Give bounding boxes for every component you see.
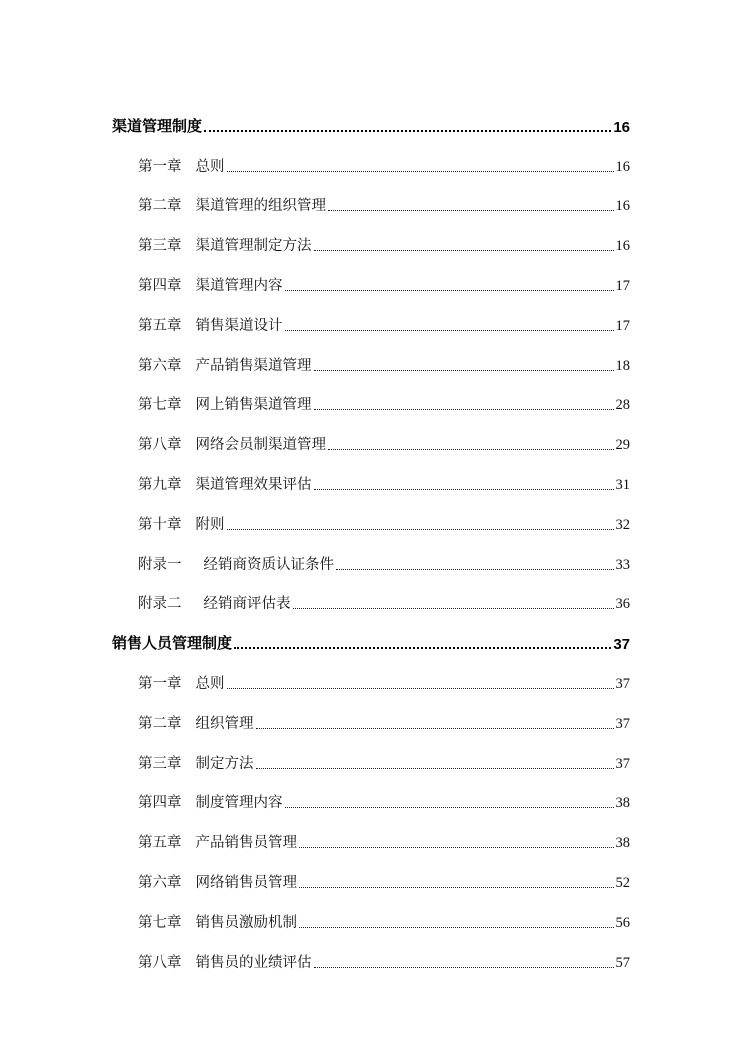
- chapter-page-number: 38: [615, 795, 630, 812]
- chapter-number: 第九章: [138, 476, 182, 493]
- chapter-page-number: 18: [615, 357, 630, 374]
- chapter-title: 总则: [195, 675, 225, 692]
- chapter-number: 第六章: [138, 874, 182, 891]
- toc-entry[interactable]: [112, 136, 632, 176]
- toc-entry[interactable]: [112, 494, 632, 534]
- toc-entry[interactable]: [112, 176, 632, 216]
- chapter-title: 产品销售渠道管理: [195, 357, 312, 374]
- chapter-title: 制度管理内容: [195, 795, 283, 812]
- chapter-page-number: 56: [615, 914, 630, 931]
- chapter-title: 制定方法: [195, 755, 254, 772]
- dot-leader: [328, 442, 614, 450]
- chapter-page-number: 29: [615, 437, 630, 454]
- dot-leader: [256, 761, 614, 769]
- toc-entry[interactable]: [112, 773, 632, 813]
- dot-leader: [256, 721, 614, 729]
- dot-leader: [285, 323, 614, 331]
- dot-leader: [314, 960, 614, 968]
- dot-leader: [336, 562, 614, 570]
- chapter-title: 经销商评估表: [203, 596, 291, 613]
- toc-entry[interactable]: [112, 454, 632, 494]
- chapter-number: 第二章: [138, 198, 182, 215]
- chapter-title: 渠道管理效果评估: [195, 476, 312, 493]
- section-title: 渠道管理制度: [112, 117, 203, 135]
- chapter-page-number: 16: [615, 158, 630, 175]
- chapter-number: 第五章: [138, 317, 182, 334]
- toc-entry[interactable]: [112, 255, 632, 295]
- toc-entry[interactable]: [112, 414, 632, 454]
- chapter-number: 第四章: [138, 795, 182, 812]
- chapter-page-number: 17: [615, 277, 630, 294]
- chapter-number: 附录二: [138, 596, 182, 613]
- dot-leader: [234, 641, 611, 649]
- chapter-page-number: 37: [615, 675, 630, 692]
- chapter-page-number: 36: [615, 596, 630, 613]
- chapter-title: 渠道管理内容: [195, 277, 283, 294]
- chapter-title: 网络会员制渠道管理: [195, 437, 326, 454]
- section-page-number: 16: [613, 118, 630, 136]
- chapter-title: 经销商资质认证条件: [203, 556, 334, 573]
- section-page-number: 37: [613, 636, 630, 654]
- toc-entry[interactable]: [112, 295, 632, 335]
- dot-leader: [285, 283, 614, 291]
- chapter-page-number: 57: [615, 954, 630, 971]
- chapter-title: 网络销售员管理: [195, 874, 297, 891]
- toc-entry[interactable]: [112, 852, 632, 892]
- dot-leader: [227, 522, 614, 530]
- dot-leader: [293, 601, 614, 609]
- chapter-page-number: 17: [615, 317, 630, 334]
- chapter-number: 附录一: [138, 556, 182, 573]
- dot-leader: [314, 482, 614, 490]
- chapter-page-number: 16: [615, 238, 630, 255]
- chapter-page-number: 37: [615, 715, 630, 732]
- dot-leader: [299, 840, 614, 848]
- chapter-title: 销售员的业绩评估: [195, 954, 312, 971]
- chapter-page-number: 33: [615, 556, 630, 573]
- dot-leader: [314, 402, 614, 410]
- toc-section-heading[interactable]: [112, 96, 632, 136]
- chapter-title: 销售员激励机制: [195, 914, 297, 931]
- toc-entry[interactable]: [112, 693, 632, 733]
- toc-entry[interactable]: [112, 892, 632, 932]
- chapter-number: 第八章: [138, 437, 182, 454]
- toc-entry[interactable]: [112, 812, 632, 852]
- dot-leader: [285, 800, 614, 808]
- toc-entry[interactable]: [112, 733, 632, 773]
- chapter-title: 销售渠道设计: [195, 317, 283, 334]
- chapter-number: 第一章: [138, 158, 182, 175]
- chapter-page-number: 38: [615, 835, 630, 852]
- dot-leader: [314, 363, 614, 371]
- chapter-title: 产品销售员管理: [195, 835, 297, 852]
- dot-leader: [227, 164, 614, 172]
- chapter-title: 渠道管理的组织管理: [195, 198, 326, 215]
- toc-entry[interactable]: [112, 375, 632, 415]
- chapter-page-number: 52: [615, 874, 630, 891]
- chapter-page-number: 16: [615, 198, 630, 215]
- dot-leader: [204, 124, 611, 132]
- dot-leader: [227, 681, 614, 689]
- toc-entry[interactable]: [112, 653, 632, 693]
- toc-entry[interactable]: [112, 534, 632, 574]
- chapter-page-number: 31: [615, 476, 630, 493]
- dot-leader: [314, 243, 614, 251]
- section-title: 销售人员管理制度: [112, 635, 233, 653]
- chapter-title: 网上销售渠道管理: [195, 397, 312, 414]
- dot-leader: [328, 203, 614, 211]
- chapter-number: 第二章: [138, 715, 182, 732]
- chapter-number: 第八章: [138, 954, 182, 971]
- toc-entry[interactable]: [112, 335, 632, 375]
- toc-entry[interactable]: [112, 574, 632, 614]
- chapter-number: 第四章: [138, 277, 182, 294]
- dot-leader: [299, 880, 614, 888]
- toc-section-heading[interactable]: [112, 613, 632, 653]
- chapter-number: 第七章: [138, 397, 182, 414]
- table-of-contents: [112, 96, 632, 972]
- chapter-number: 第一章: [138, 675, 182, 692]
- chapter-number: 第六章: [138, 357, 182, 374]
- chapter-title: 总则: [195, 158, 225, 175]
- chapter-title: 附则: [195, 516, 225, 533]
- chapter-number: 第三章: [138, 755, 182, 772]
- chapter-number: 第五章: [138, 835, 182, 852]
- toc-entry[interactable]: [112, 215, 632, 255]
- dot-leader: [299, 920, 614, 928]
- chapter-page-number: 32: [615, 516, 630, 533]
- chapter-number: 第十章: [138, 516, 182, 533]
- toc-entry[interactable]: [112, 932, 632, 972]
- chapter-number: 第七章: [138, 914, 182, 931]
- chapter-page-number: 28: [615, 397, 630, 414]
- chapter-page-number: 37: [615, 755, 630, 772]
- chapter-title: 渠道管理制定方法: [195, 238, 312, 255]
- chapter-title: 组织管理: [195, 715, 254, 732]
- chapter-number: 第三章: [138, 238, 182, 255]
